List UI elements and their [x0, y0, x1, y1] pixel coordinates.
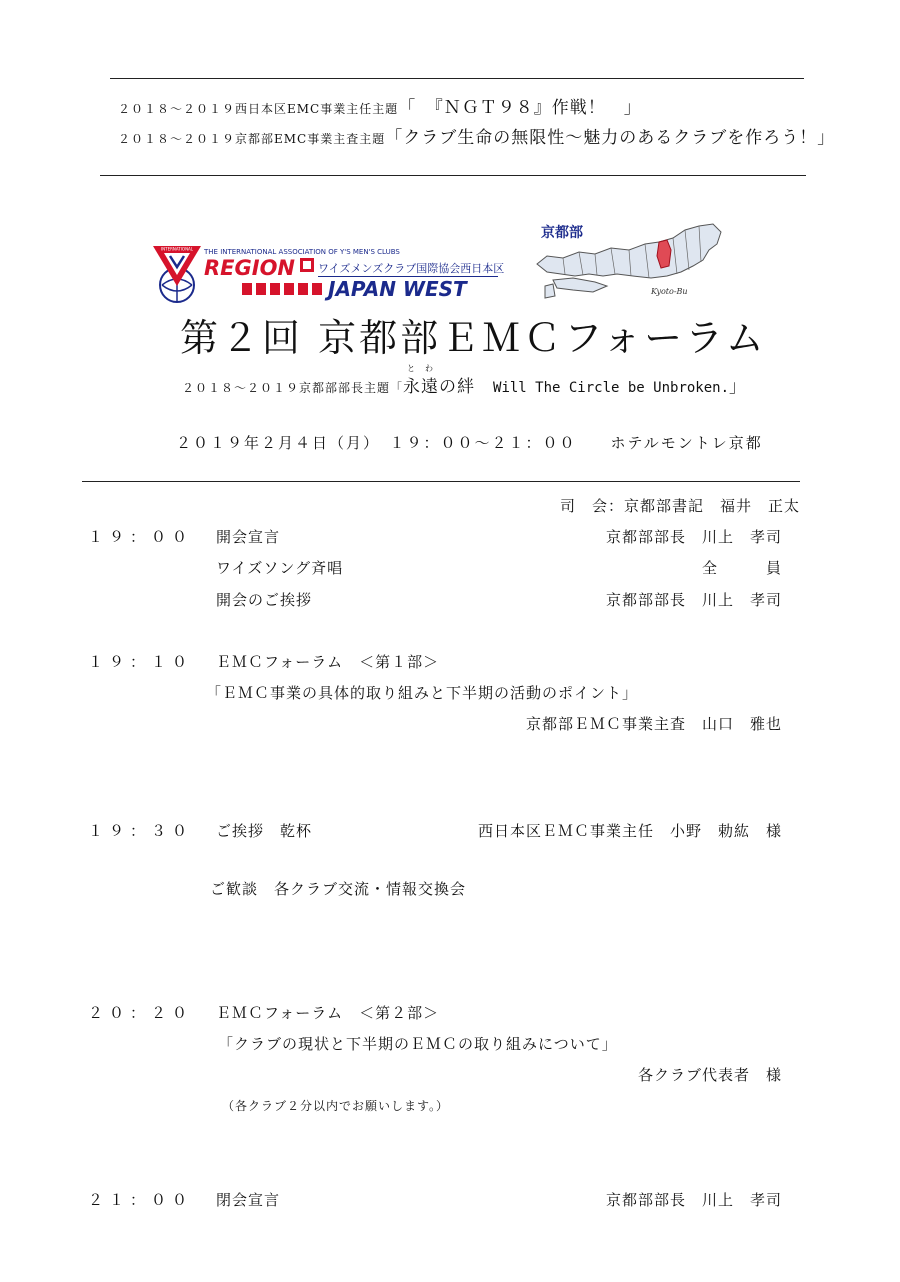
subtitle-prefix: ２０１８～２０１９京都部部長主題「 [182, 381, 404, 395]
theme-bottom-rule [100, 175, 806, 176]
item-forum-1-by: 京都部ＥＭＣ事業主査 山口 雅也 [525, 715, 782, 733]
item-forum-1-topic: 「ＥＭＣ事業の具体的取り組みと下半期の活動のポイント」 [206, 684, 639, 702]
subtitle-english: Will The Circle be Unbroken. [493, 380, 730, 396]
item-forum-2: ＥＭＣフォーラム ＜第２部＞ [216, 1004, 440, 1022]
item-greeting-by: 京都部部長 川上 孝司 [605, 591, 782, 609]
theme-line-1-theme: 「 『ＮＧＴ９８』作戦！ 」 [398, 98, 642, 118]
event-date-venue: ２０１９年２月４日（月） １９：００～２１：００ ホテルモントレ京都 [176, 434, 763, 452]
theme-line-2 [118, 123, 835, 148]
subtitle-ruby-2: わ [425, 364, 434, 373]
map-label: 京都部 [541, 225, 583, 241]
region-logo [150, 243, 505, 305]
subtitle [182, 364, 748, 397]
mc-line: 司 会：京都部書記 福井 正太 [559, 497, 800, 515]
subtitle-kanji-2: わ 遠 [421, 364, 440, 397]
theme-line-1 [118, 93, 642, 118]
logo-japan-west-text: JAPAN WEST [328, 277, 467, 301]
top-rule [110, 78, 804, 79]
logo-region-text: REGION [204, 256, 295, 280]
japan-west-map-icon [533, 220, 725, 302]
item-toast: ご挨拶 乾杯 [216, 822, 313, 840]
time-1930: １９：３０ [88, 822, 194, 840]
theme-line-1-prefix: ２０１８～２０１９西日本区EMC事業主任主題 [118, 102, 399, 116]
time-1910: １９：１０ [88, 653, 194, 671]
item-song-by: 全 員 [701, 559, 782, 577]
item-forum-2-note: （各クラブ２分以内でお願いします。） [222, 1099, 450, 1113]
logo-assoc-text: THE INTERNATIONAL ASSOCIATION OF Y'S MEN'S CLUBS [204, 248, 400, 256]
subtitle-close: 」 [729, 377, 748, 397]
item-closing: 閉会宣言 [216, 1191, 281, 1209]
item-closing-by: 京都部部長 川上 孝司 [605, 1191, 782, 1209]
map-caption: Kyoto-Bu [651, 287, 688, 296]
item-opening: 開会宣言 [216, 528, 281, 546]
subtitle-rest: の絆 [439, 377, 494, 397]
item-greeting: 開会のご挨拶 [216, 591, 313, 609]
item-forum-2-by: 各クラブ代表者 様 [637, 1066, 782, 1084]
item-forum-2-topic: 「クラブの現状と下半期のＥＭＣの取り組みについて」 [218, 1035, 618, 1053]
logo-stripe-mark [242, 283, 322, 295]
subtitle-ruby-1: と [407, 364, 416, 373]
emblem-text: INTERNATIONAL [160, 246, 194, 252]
ys-mens-emblem-icon [150, 243, 204, 305]
item-song: ワイズソング斉唱 [216, 559, 344, 577]
subtitle-kanji-1: と 永 [403, 364, 422, 397]
item-talk: ご歓談 各クラブ交流・情報交換会 [210, 880, 467, 898]
time-1900: １９：００ [88, 528, 194, 546]
item-toast-by: 西日本区ＥＭＣ事業主任 小野 勅紘 様 [477, 822, 782, 840]
logo-jp-text: ワイズメンズクラブ国際協会西日本区 [318, 262, 505, 275]
item-opening-by: 京都部部長 川上 孝司 [605, 528, 782, 546]
time-2020: ２０：２０ [88, 1004, 194, 1022]
theme-line-2-theme: 「クラブ生命の無限性～魅力のあるクラブを作ろう！」 [385, 128, 836, 148]
kyoto-bu-map [533, 220, 725, 302]
item-forum-1: ＥＭＣフォーラム ＜第１部＞ [216, 653, 440, 671]
event-rule [82, 481, 800, 482]
time-2100: ２１：００ [88, 1191, 194, 1209]
page-title: 第２回 京都部ＥＭＣフォーラム [180, 316, 767, 360]
theme-line-2-prefix: ２０１８～２０１９京都部EMC事業主査主題 [118, 132, 386, 146]
logo-region-mark [300, 258, 314, 272]
